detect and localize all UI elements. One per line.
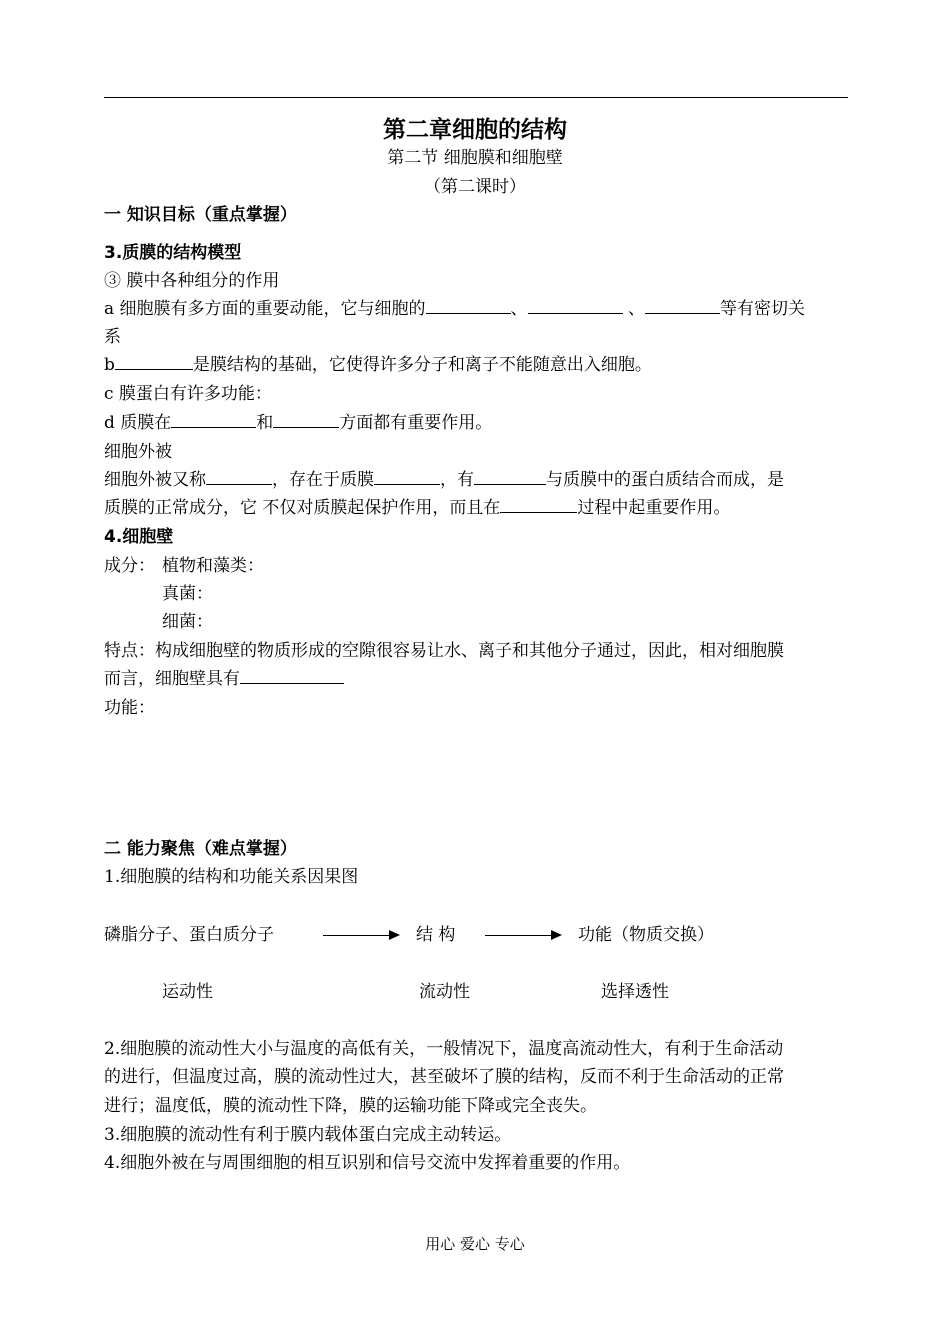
question-b	[104, 354, 652, 376]
question-d-prefix: d 质膜在	[104, 413, 172, 433]
glycocalyx-text: 与质膜中的蛋白质结合而成，是	[546, 470, 784, 490]
arrow-right-icon	[485, 935, 560, 936]
blank-field[interactable]	[240, 668, 344, 684]
diagram-sub-fluidity: 流动性	[419, 982, 470, 1002]
paragraph-3: 3.细胞膜的流动性有利于膜内载体蛋白完成主动转运。	[104, 1125, 512, 1145]
item-components-role: ③ 膜中各种组分的作用	[104, 271, 280, 291]
separator: 、	[622, 299, 645, 319]
heading-cell-wall: 4.细胞壁	[104, 527, 174, 547]
blank-field[interactable]	[645, 298, 720, 314]
blank-field[interactable]	[374, 469, 440, 485]
lesson-label: （第二课时）	[424, 177, 526, 197]
question-b-suffix: 是膜结构的基础，它使得许多分子和离子不能随意出入细胞。	[192, 355, 652, 375]
diagram-sub-motility: 运动性	[162, 982, 213, 1002]
composition-label: 成分：	[104, 556, 155, 576]
header-rule	[104, 97, 848, 98]
composition-fungi: 真菌：	[162, 584, 213, 604]
diagram-node-structure: 结 构	[416, 925, 456, 945]
glycocalyx-text: ，存在于质膜	[272, 470, 374, 490]
question-d-suffix: 方面都有重要作用。	[339, 413, 493, 433]
glycocalyx-line-1	[104, 469, 784, 491]
question-d-mid: 和	[256, 413, 274, 433]
diagram-node-molecules: 磷脂分子、蛋白质分子	[104, 925, 274, 945]
glycocalyx-text: ，有	[440, 470, 474, 490]
arrow-right-icon	[323, 935, 398, 936]
blank-field[interactable]	[171, 412, 256, 428]
glycocalyx-line-2	[104, 497, 730, 519]
function-label: 功能：	[104, 698, 155, 718]
composition-plants: 植物和藻类：	[162, 556, 264, 576]
heading-knowledge-goals: 一 知识目标（重点掌握）	[104, 205, 297, 225]
diagram-sub-selective: 选择透性	[601, 982, 669, 1002]
page-title: 第二章细胞的结构	[383, 117, 567, 143]
section-subtitle: 第二节 细胞膜和细胞壁	[387, 148, 563, 168]
question-a	[104, 298, 805, 320]
diagram-node-function: 功能（物质交换）	[578, 925, 714, 945]
blank-field[interactable]	[273, 412, 339, 428]
question-a-continued: 系	[104, 327, 121, 347]
blank-field[interactable]	[426, 298, 511, 314]
feature-text: 而言，细胞壁具有	[104, 669, 240, 689]
heading-ability-focus: 二 能力聚焦（难点掌握）	[104, 839, 297, 859]
feature-line-1: 特点：构成细胞壁的物质形成的空隙很容易让水、离子和其他分子通过，因此，相对细胞膜	[104, 641, 784, 661]
paragraph-2-line-3: 进行；温度低，膜的流动性下降，膜的运输功能下降或完全丧失。	[104, 1096, 597, 1116]
feature-line-2	[104, 668, 344, 690]
paragraph-2-line-1: 2.细胞膜的流动性大小与温度的高低有关，一般情况下，温度高流动性大，有利于生命活动	[104, 1039, 784, 1059]
blank-field[interactable]	[474, 469, 546, 485]
paragraph-4: 4.细胞外被在与周围细胞的相互识别和信号交流中发挥着重要的作用。	[104, 1153, 631, 1173]
causal-diagram-title: 1.细胞膜的结构和功能关系因果图	[104, 867, 359, 887]
footer-motto: 用心 爱心 专心	[425, 1235, 525, 1253]
question-c: c 膜蛋白有许多功能：	[104, 384, 272, 404]
glycocalyx-text: 细胞外被又称	[104, 470, 206, 490]
blank-field[interactable]	[206, 469, 272, 485]
question-b-prefix: b	[104, 355, 115, 375]
heading-membrane-model: 3.质膜的结构模型	[104, 243, 242, 263]
glycocalyx-text: 质膜的正常成分，它 不仅对质膜起保护作用，而且在	[104, 498, 501, 518]
question-a-suffix: 等有密切关	[719, 299, 805, 319]
blank-field[interactable]	[528, 298, 623, 314]
question-a-prefix: a 细胞膜有多方面的重要动能，它与细胞的	[104, 299, 426, 319]
glycocalyx-text: 过程中起重要作用。	[577, 498, 731, 518]
glycocalyx-title: 细胞外被	[104, 442, 172, 462]
separator: 、	[510, 299, 528, 319]
paragraph-2-line-2: 的进行，但温度过高，膜的流动性过大，甚至破坏了膜的结构，反而不利于生命活动的正常	[104, 1067, 784, 1087]
question-d	[104, 412, 492, 434]
composition-bacteria: 细菌：	[162, 612, 213, 632]
blank-field[interactable]	[115, 354, 193, 370]
blank-field[interactable]	[500, 497, 577, 513]
